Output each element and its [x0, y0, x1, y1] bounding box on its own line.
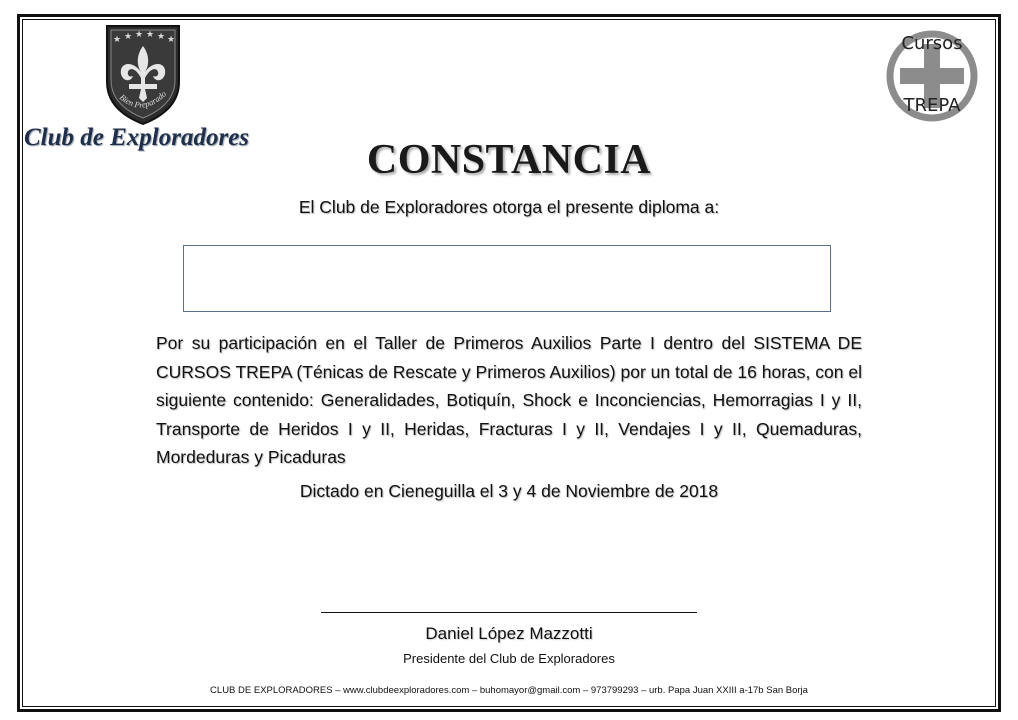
- signatory-role: Presidente del Club de Exploradores: [403, 651, 615, 666]
- svg-text:★: ★: [124, 32, 133, 42]
- certificate-title: CONSTANCIA: [366, 137, 652, 183]
- svg-text:★: ★: [113, 35, 122, 45]
- trepa-logo-cursos-text: Cursos: [901, 33, 963, 54]
- certificate-intro: El Club de Exploradores otorga el presente diploma a:: [298, 197, 720, 217]
- club-emblem-logo: [103, 22, 183, 126]
- footer-contact-info: CLUB DE EXPLORADORES – www.clubdeexploradores.com – buhomayor@gmail.com – 973799293 – urb. Papa Juan XXIII a-17b San Borja: [210, 685, 808, 696]
- trepa-logo-trepa-text: TREPA: [903, 95, 961, 116]
- svg-text:★: ★: [135, 30, 144, 40]
- dictation-place-date: Dictado en Cieneguilla el 3 y 4 de Noviembre de 2018: [299, 481, 719, 501]
- certificate-body-text: Por su participación en el Taller de Primeros Auxilios Parte I dentro del SISTEMA DE CURSOS TREPA (Ténicas de Rescate y Primeros Auxilios) por un total de 16 horas, con el siguiente contenido: Generalidades, Botiquín, Shock e Inconciencias, Hemorragias I y II, Transporte de Heridos I y II, Heridas, Fracturas I y II, Vendajes I y II, Quemaduras, Mordeduras y Picaduras: [156, 333, 862, 467]
- svg-text:★: ★: [167, 35, 176, 45]
- svg-text:★: ★: [157, 32, 166, 42]
- svg-text:★: ★: [146, 30, 155, 40]
- svg-text:Bien Preparado: Bien Preparado: [117, 88, 169, 110]
- recipient-name-box[interactable]: [183, 245, 831, 312]
- signature-line: [321, 612, 697, 613]
- club-name-title: Club de Exploradores: [24, 124, 250, 151]
- signatory-name: Daniel López Mazzotti: [425, 624, 593, 643]
